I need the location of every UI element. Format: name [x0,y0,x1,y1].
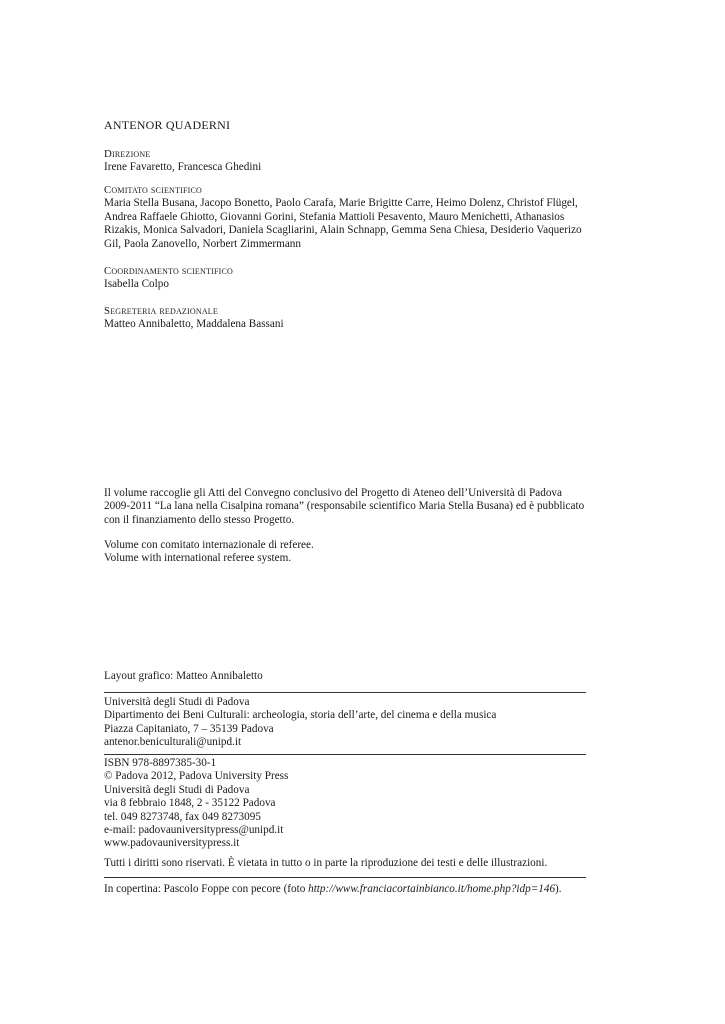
layout-credit: Layout grafico: Matteo Annibaletto [104,670,263,682]
segreteria-names: Matteo Annibaletto, Maddalena Bassani [104,318,284,331]
cover-credit [104,883,586,896]
isbn: ISBN 978-8897385-30-1 [104,757,217,769]
direzione-heading: Direzione [104,148,151,160]
comitato-line: Rizakis, Monica Salvadori, Daniela Scagliarini, Alain Schnapp, Gemma Sena Chiesa, Desiderio Vaquerizo [104,224,582,237]
publisher-website: www.padovauniversitypress.it [104,837,240,850]
referee-italian: Volume con comitato internazionale di referee. [104,539,314,551]
publisher-email: e-mail: padovauniversitypress@unipd.it [104,824,284,837]
comitato-line: Gil, Paola Zanovello, Norbert Zimmermann [104,237,301,250]
direzione-section [104,148,586,175]
rights-notice: Tutti i diritti sono riservati. È vietata in tutto o in parte la riproduzione dei testi e delle illustrazioni. [104,857,548,869]
direzione-names: Irene Favaretto, Francesca Ghedini [104,161,262,174]
comitato-line: Andrea Raffaele Ghiotto, Giovanni Gorini, Stefania Mattioli Pesavento, Mauro Menichetti, Athanasios [104,210,565,223]
coordinamento-section [104,265,586,292]
publisher-phone: tel. 049 8273748, fax 049 8273095 [104,810,261,823]
coordinamento-names: Isabella Colpo [104,278,169,291]
description-line: con il finanziamento dello stesso Progetto. [104,513,295,526]
description-line: 2009-2011 “La lana nella Cisalpina romana” (responsabile scientifico Maria Stella Busana) ed è pubblicato [104,500,585,513]
publisher-line: Università degli Studi di Padova [104,783,250,796]
series-title: ANTENOR QUADERNI [104,118,231,132]
description-line: Il volume raccoglie gli Atti del Convegno conclusivo del Progetto di Ateneo dell’Università di Padova [104,487,562,499]
department-line: Dipartimento dei Beni Culturali: archeologia, storia dell’arte, del cinema e della musica [104,709,497,722]
divider [104,692,586,693]
segreteria-heading: Segreteria redazionale [104,305,218,317]
department-address [104,696,586,750]
comitato-heading: Comitato scientifico [104,184,203,196]
cover-credit-suffix: ). [555,883,562,895]
comitato-line: Maria Stella Busana, Jacopo Bonetto, Paolo Carafa, Marie Brigitte Carre, Heimo Dolenz, Christof Flügel, [104,197,578,210]
coordinamento-heading: Coordinamento scientifico [104,265,233,277]
publisher-line: via 8 febbraio 1848, 2 - 35122 Padova [104,797,276,810]
segreteria-section [104,305,586,332]
referee-note [104,539,586,566]
divider [104,754,586,755]
comitato-section [104,184,586,251]
comitato-names [104,197,586,251]
divider [104,877,586,878]
publisher-info [104,757,586,851]
department-email: antenor.beniculturali@unipd.it [104,736,242,749]
referee-english: Volume with international referee system. [104,552,292,565]
department-line: Università degli Studi di Padova [104,696,250,708]
cover-credit-prefix: In copertina: Pascolo Foppe con pecore (foto [104,883,309,895]
colophon-page [104,0,586,1024]
copyright-line: © Padova 2012, Padova University Press [104,770,289,783]
description-paragraph [104,487,586,527]
department-line: Piazza Capitaniato, 7 – 35139 Padova [104,722,274,735]
cover-credit-url[interactable]: http://www.franciacortainbianco.it/home.php?idp=146 [308,883,556,895]
